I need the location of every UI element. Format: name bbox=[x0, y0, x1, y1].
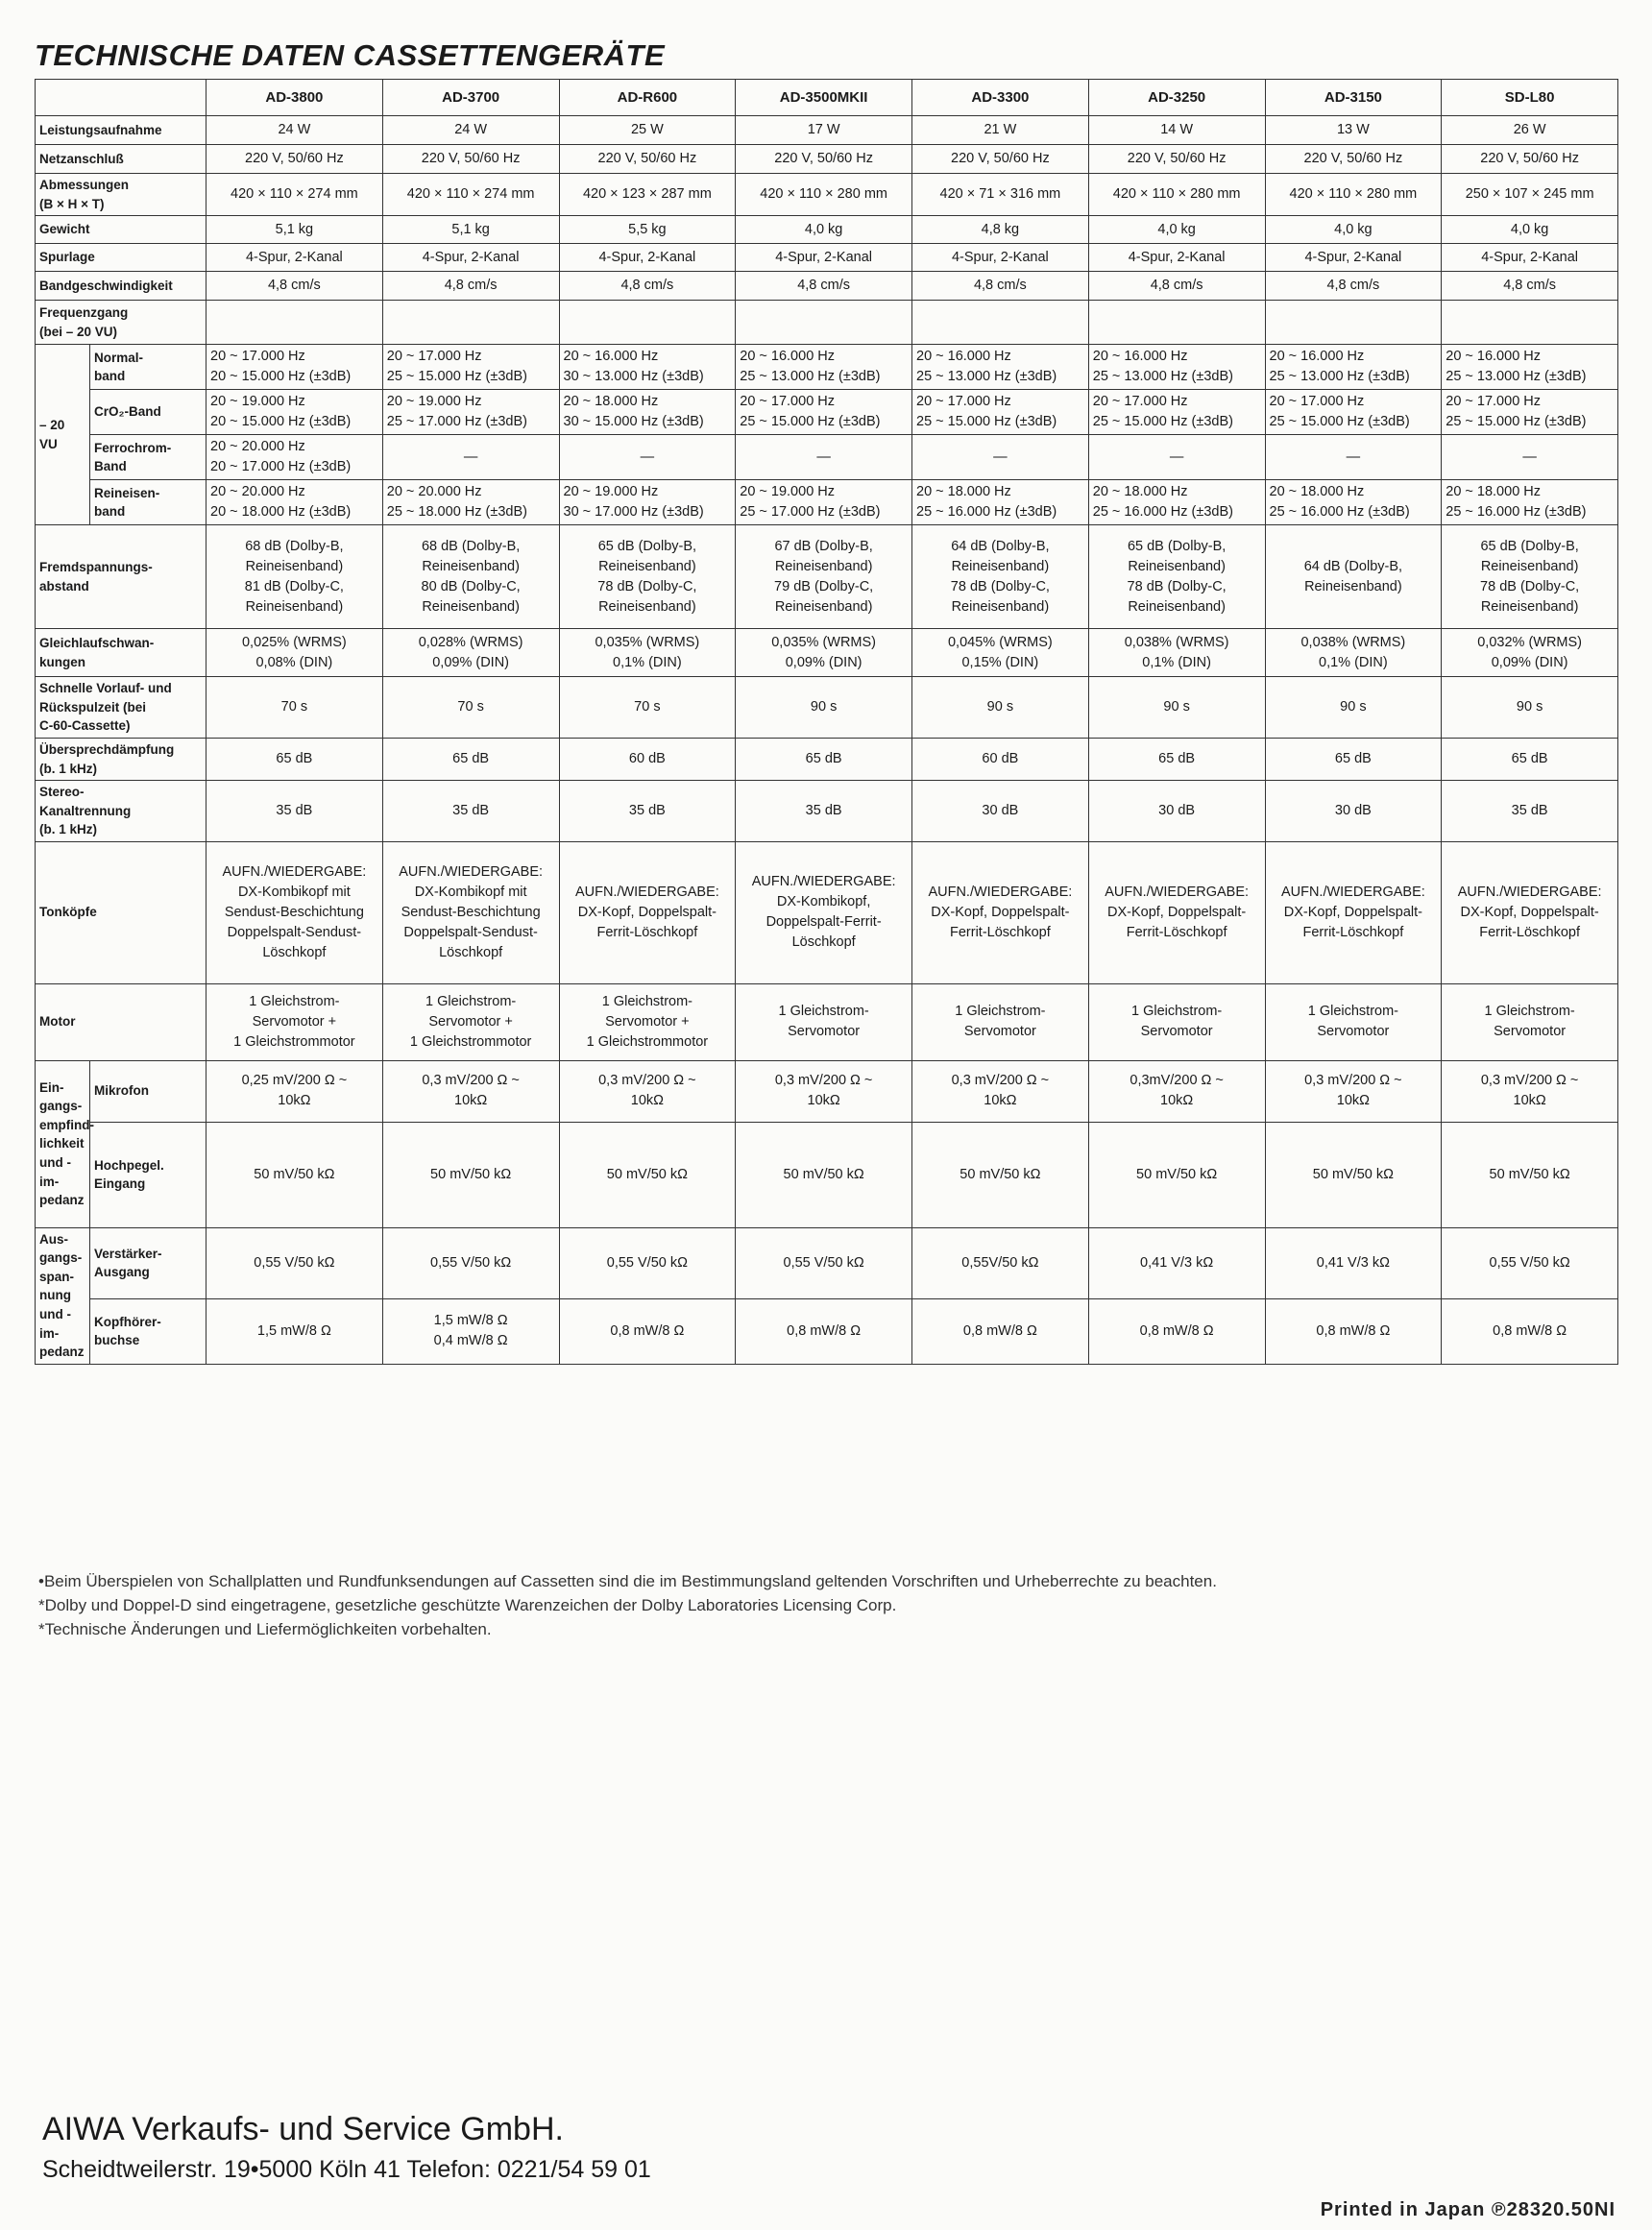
spec-value: 20 ~ 19.000 Hz 30 ~ 17.000 Hz (±3dB) bbox=[559, 480, 736, 525]
table-row bbox=[36, 390, 1618, 435]
spec-value: 24 W bbox=[382, 116, 559, 145]
row-label bbox=[36, 983, 206, 1060]
spec-value: 1 Gleichstrom- Servomotor bbox=[1442, 983, 1618, 1060]
sub-label bbox=[90, 435, 206, 480]
spec-value: 20 ~ 16.000 Hz 25 ~ 13.000 Hz (±3dB) bbox=[1265, 345, 1442, 390]
table-row bbox=[36, 272, 1618, 301]
spec-value: 5,5 kg bbox=[559, 216, 736, 244]
empty-cell bbox=[1088, 301, 1265, 345]
row-label-text: Motor bbox=[39, 1014, 76, 1030]
spec-value: 20 ~ 18.000 Hz 25 ~ 16.000 Hz (±3dB) bbox=[912, 480, 1089, 525]
spec-value: 20 ~ 18.000 Hz 25 ~ 16.000 Hz (±3dB) bbox=[1088, 480, 1265, 525]
sub-label bbox=[90, 1227, 206, 1298]
spec-value: 0,3mV/200 Ω ~ 10kΩ bbox=[1088, 1060, 1265, 1122]
sub-label bbox=[90, 345, 206, 390]
spec-value: 64 dB (Dolby-B, Reineisenband) bbox=[1265, 525, 1442, 629]
spec-value: 50 mV/50 kΩ bbox=[1088, 1122, 1265, 1227]
spec-value: 1,5 mW/8 Ω bbox=[206, 1298, 383, 1364]
empty-cell bbox=[559, 301, 736, 345]
spec-value: 90 s bbox=[1265, 677, 1442, 739]
spec-value: 20 ~ 18.000 Hz 30 ~ 15.000 Hz (±3dB) bbox=[559, 390, 736, 435]
sub-label-text: Verstärker- Ausgang bbox=[94, 1246, 162, 1280]
spec-value: AUFN./WIEDERGABE: DX-Kopf, Doppelspalt- Ferrit-Löschkopf bbox=[1265, 841, 1442, 983]
spec-value: 420 × 71 × 316 mm bbox=[912, 174, 1089, 216]
model-header: AD-3300 bbox=[912, 80, 1089, 116]
spec-value: 13 W bbox=[1265, 116, 1442, 145]
empty-cell bbox=[382, 301, 559, 345]
spec-value: 5,1 kg bbox=[382, 216, 559, 244]
empty-cell bbox=[206, 301, 383, 345]
spec-value: 4,8 cm/s bbox=[736, 272, 912, 301]
spec-value: 70 s bbox=[382, 677, 559, 739]
spec-value: 0,3 mV/200 Ω ~ 10kΩ bbox=[382, 1060, 559, 1122]
spec-value: 4-Spur, 2-Kanal bbox=[382, 244, 559, 272]
row-label bbox=[36, 145, 206, 174]
spec-value: — bbox=[382, 435, 559, 480]
spec-value: 250 × 107 × 245 mm bbox=[1442, 174, 1618, 216]
spec-value: 0,55 V/50 kΩ bbox=[559, 1227, 736, 1298]
spec-value: 70 s bbox=[206, 677, 383, 739]
spec-value: 1 Gleichstrom- Servomotor bbox=[736, 983, 912, 1060]
spec-value: 4,0 kg bbox=[1088, 216, 1265, 244]
spec-value: AUFN./WIEDERGABE: DX-Kopf, Doppelspalt- Ferrit-Löschkopf bbox=[1442, 841, 1618, 983]
sub-label-text: Reineisen- band bbox=[94, 485, 160, 520]
company-name: AIWA Verkaufs- und Service GmbH. bbox=[42, 2111, 564, 2147]
spec-value: 90 s bbox=[736, 677, 912, 739]
model-header: AD-3700 bbox=[382, 80, 559, 116]
spec-value: 1 Gleichstrom- Servomotor bbox=[912, 983, 1089, 1060]
spec-value: 4,8 kg bbox=[912, 216, 1089, 244]
spec-value: 20 ~ 19.000 Hz 20 ~ 15.000 Hz (±3dB) bbox=[206, 390, 383, 435]
spec-value: 24 W bbox=[206, 116, 383, 145]
footnote-changes: *Technische Änderungen und Liefermöglichkeiten vorbehalten. bbox=[38, 1620, 492, 1638]
spec-value: 50 mV/50 kΩ bbox=[736, 1122, 912, 1227]
spec-value: 90 s bbox=[1442, 677, 1618, 739]
spec-value: 26 W bbox=[1442, 116, 1618, 145]
table-row bbox=[36, 525, 1618, 629]
table-row bbox=[36, 983, 1618, 1060]
spec-value: 20 ~ 17.000 Hz 25 ~ 15.000 Hz (±3dB) bbox=[382, 345, 559, 390]
spec-value: 65 dB bbox=[206, 738, 383, 780]
row-label-text: Fremdspannungs- abstand bbox=[39, 560, 153, 594]
spec-value: 4,0 kg bbox=[1442, 216, 1618, 244]
row-label-text: Bandgeschwindigkeit bbox=[39, 278, 173, 293]
row-label-text: Leistungsaufnahme bbox=[39, 122, 162, 137]
spec-value: 1 Gleichstrom- Servomotor bbox=[1265, 983, 1442, 1060]
row-label bbox=[36, 738, 206, 780]
model-header: AD-3150 bbox=[1265, 80, 1442, 116]
row-label bbox=[36, 216, 206, 244]
sub-label bbox=[90, 480, 206, 525]
spec-value: 420 × 110 × 280 mm bbox=[1088, 174, 1265, 216]
spec-value: 20 ~ 16.000 Hz 30 ~ 13.000 Hz (±3dB) bbox=[559, 345, 736, 390]
spec-value: 0,55 V/50 kΩ bbox=[382, 1227, 559, 1298]
spec-value: 50 mV/50 kΩ bbox=[206, 1122, 383, 1227]
spec-value: 20 ~ 16.000 Hz 25 ~ 13.000 Hz (±3dB) bbox=[1442, 345, 1618, 390]
table-row bbox=[36, 841, 1618, 983]
spec-value: 4-Spur, 2-Kanal bbox=[559, 244, 736, 272]
row-label bbox=[36, 116, 206, 145]
spec-value: — bbox=[1265, 435, 1442, 480]
spec-value: 20 ~ 17.000 Hz 25 ~ 15.000 Hz (±3dB) bbox=[1088, 390, 1265, 435]
spec-value: 420 × 110 × 274 mm bbox=[206, 174, 383, 216]
spec-value: 0,8 mW/8 Ω bbox=[1442, 1298, 1618, 1364]
spec-value: 0,035% (WRMS) 0,09% (DIN) bbox=[736, 629, 912, 677]
spec-value: 0,41 V/3 kΩ bbox=[1265, 1227, 1442, 1298]
sub-label-text: CrO₂-Band bbox=[94, 404, 161, 420]
spec-value: 0,55 V/50 kΩ bbox=[1442, 1227, 1618, 1298]
spec-value: 35 dB bbox=[382, 781, 559, 842]
model-header: AD-3250 bbox=[1088, 80, 1265, 116]
spec-value: 220 V, 50/60 Hz bbox=[1265, 145, 1442, 174]
empty-cell bbox=[912, 301, 1089, 345]
spec-value: 20 ~ 19.000 Hz 25 ~ 17.000 Hz (±3dB) bbox=[382, 390, 559, 435]
model-header: AD-3500MKII bbox=[736, 80, 912, 116]
spec-value: 0,045% (WRMS) 0,15% (DIN) bbox=[912, 629, 1089, 677]
row-label bbox=[36, 525, 206, 629]
table-row bbox=[36, 738, 1618, 780]
row-label bbox=[36, 629, 206, 677]
row-label-text: Übersprechdämpfung (b. 1 kHz) bbox=[39, 741, 175, 776]
row-label bbox=[36, 781, 206, 842]
spec-value: 65 dB (Dolby-B, Reineisenband) 78 dB (Dolby-C, Reineisenband) bbox=[1442, 525, 1618, 629]
row-label bbox=[36, 677, 206, 739]
spec-value: 50 mV/50 kΩ bbox=[1442, 1122, 1618, 1227]
row-label bbox=[36, 272, 206, 301]
spec-value: 65 dB bbox=[382, 738, 559, 780]
spec-value: AUFN./WIEDERGABE: DX-Kopf, Doppelspalt- Ferrit-Löschkopf bbox=[559, 841, 736, 983]
spec-value: 0,038% (WRMS) 0,1% (DIN) bbox=[1088, 629, 1265, 677]
model-header: AD-3800 bbox=[206, 80, 383, 116]
spec-value: 65 dB bbox=[736, 738, 912, 780]
sub-label bbox=[90, 1122, 206, 1227]
spec-value: 20 ~ 20.000 Hz 20 ~ 18.000 Hz (±3dB) bbox=[206, 480, 383, 525]
row-label-text: Gleichlaufschwan- kungen bbox=[39, 636, 155, 669]
spec-value: 0,8 mW/8 Ω bbox=[912, 1298, 1089, 1364]
input-group-label bbox=[36, 1060, 94, 1227]
spec-value: 65 dB (Dolby-B, Reineisenband) 78 dB (Dolby-C, Reineisenband) bbox=[1088, 525, 1265, 629]
spec-value: 35 dB bbox=[736, 781, 912, 842]
table-row bbox=[36, 116, 1618, 145]
spec-value: 4-Spur, 2-Kanal bbox=[1088, 244, 1265, 272]
spec-value: 0,8 mW/8 Ω bbox=[1088, 1298, 1265, 1364]
table-row bbox=[36, 216, 1618, 244]
print-mark: Printed in Japan ℗28320.50NI bbox=[1320, 2199, 1616, 2220]
spec-value: 420 × 110 × 280 mm bbox=[1265, 174, 1442, 216]
spec-value: 1 Gleichstrom- Servomotor + 1 Gleichstrommotor bbox=[382, 983, 559, 1060]
spec-value: 70 s bbox=[559, 677, 736, 739]
spec-value: 4,8 cm/s bbox=[206, 272, 383, 301]
spec-value: 90 s bbox=[1088, 677, 1265, 739]
spec-value: 5,1 kg bbox=[206, 216, 383, 244]
spec-value: 65 dB bbox=[1442, 738, 1618, 780]
footnotes bbox=[38, 1569, 1217, 1641]
spec-value: 1 Gleichstrom- Servomotor bbox=[1088, 983, 1265, 1060]
row-label-text: Gewicht bbox=[39, 222, 90, 237]
spec-value: 35 dB bbox=[559, 781, 736, 842]
spec-value: 20 ~ 17.000 Hz 25 ~ 15.000 Hz (±3dB) bbox=[1265, 390, 1442, 435]
table-row bbox=[36, 781, 1618, 842]
input-group-label-text: Ein- gangs- empfind- lichkeit und -im- pedanz bbox=[39, 1079, 94, 1208]
table-row bbox=[36, 1227, 1618, 1298]
spec-value: 220 V, 50/60 Hz bbox=[559, 145, 736, 174]
table-row bbox=[36, 629, 1618, 677]
spec-value: 1 Gleichstrom- Servomotor + 1 Gleichstrommotor bbox=[206, 983, 383, 1060]
spec-value: — bbox=[1442, 435, 1618, 480]
spec-value: 4-Spur, 2-Kanal bbox=[1265, 244, 1442, 272]
spec-value: 20 ~ 17.000 Hz 25 ~ 15.000 Hz (±3dB) bbox=[736, 390, 912, 435]
spec-value: 420 × 110 × 274 mm bbox=[382, 174, 559, 216]
empty-cell bbox=[1265, 301, 1442, 345]
sub-label bbox=[90, 390, 206, 435]
sub-label-text: Ferrochrom- Band bbox=[94, 440, 172, 474]
spec-value: 20 ~ 16.000 Hz 25 ~ 13.000 Hz (±3dB) bbox=[1088, 345, 1265, 390]
spec-value: 30 dB bbox=[1265, 781, 1442, 842]
spec-value: 0,038% (WRMS) 0,1% (DIN) bbox=[1265, 629, 1442, 677]
spec-value: 220 V, 50/60 Hz bbox=[1442, 145, 1618, 174]
spec-value: 50 mV/50 kΩ bbox=[1265, 1122, 1442, 1227]
spec-value: AUFN./WIEDERGABE: DX-Kopf, Doppelspalt- Ferrit-Löschkopf bbox=[912, 841, 1089, 983]
spec-value: 4,8 cm/s bbox=[1265, 272, 1442, 301]
spec-value: 20 ~ 16.000 Hz 25 ~ 13.000 Hz (±3dB) bbox=[736, 345, 912, 390]
spec-value: 4-Spur, 2-Kanal bbox=[736, 244, 912, 272]
spec-value: 90 s bbox=[912, 677, 1089, 739]
sub-label-text: Hochpegel. Eingang bbox=[94, 1157, 164, 1192]
spec-value: AUFN./WIEDERGABE: DX-Kombikopf mit Sendust-Beschichtung Doppelspalt-Sendust- Löschkopf bbox=[382, 841, 559, 983]
spec-value: 4,0 kg bbox=[1265, 216, 1442, 244]
spec-table bbox=[35, 79, 1618, 1365]
spec-value: 220 V, 50/60 Hz bbox=[206, 145, 383, 174]
spec-value: 65 dB (Dolby-B, Reineisenband) 78 dB (Dolby-C, Reineisenband) bbox=[559, 525, 736, 629]
spec-value: 65 dB bbox=[1088, 738, 1265, 780]
spec-value: 0,8 mW/8 Ω bbox=[559, 1298, 736, 1364]
footnote-copyright: •Beim Überspielen von Schallplatten und Rundfunksendungen auf Cassetten sind die im Bestimmungsland geltenden Vorschriften und Urheberrechte zu beachten. bbox=[38, 1572, 1217, 1590]
row-label-text: Stereo- Kanaltrennung (b. 1 kHz) bbox=[39, 785, 132, 837]
spec-value: 420 × 110 × 280 mm bbox=[736, 174, 912, 216]
spec-value: 4,0 kg bbox=[736, 216, 912, 244]
row-label bbox=[36, 301, 206, 345]
spec-value: 0,8 mW/8 Ω bbox=[1265, 1298, 1442, 1364]
spec-value: — bbox=[1088, 435, 1265, 480]
spec-value: 65 dB bbox=[1265, 738, 1442, 780]
row-label-text: Tonköpfe bbox=[39, 905, 97, 920]
table-row bbox=[36, 480, 1618, 525]
model-header: SD-L80 bbox=[1442, 80, 1618, 116]
spec-value: 0,3 mV/200 Ω ~ 10kΩ bbox=[1442, 1060, 1618, 1122]
spec-value: 14 W bbox=[1088, 116, 1265, 145]
spec-value: 4,8 cm/s bbox=[912, 272, 1089, 301]
spec-value: 20 ~ 18.000 Hz 25 ~ 16.000 Hz (±3dB) bbox=[1265, 480, 1442, 525]
table-row bbox=[36, 301, 1618, 345]
spec-value: 60 dB bbox=[912, 738, 1089, 780]
row-label-text: Abmessungen (B × H × T) bbox=[39, 178, 130, 211]
row-label-text: Netzanschluß bbox=[39, 151, 124, 166]
spec-value: 0,25 mV/200 Ω ~ 10kΩ bbox=[206, 1060, 383, 1122]
row-label-text: Spurlage bbox=[39, 250, 95, 265]
spec-value: 4,8 cm/s bbox=[1442, 272, 1618, 301]
spec-value: 20 ~ 17.000 Hz 25 ~ 15.000 Hz (±3dB) bbox=[912, 390, 1089, 435]
output-group-label bbox=[36, 1227, 90, 1364]
table-row bbox=[36, 1122, 1618, 1227]
table-row bbox=[36, 174, 1618, 216]
spec-value: 0,3 mV/200 Ω ~ 10kΩ bbox=[736, 1060, 912, 1122]
spec-value: 68 dB (Dolby-B, Reineisenband) 81 dB (Dolby-C, Reineisenband) bbox=[206, 525, 383, 629]
spec-value: 68 dB (Dolby-B, Reineisenband) 80 dB (Dolby-C, Reineisenband) bbox=[382, 525, 559, 629]
model-header: AD-R600 bbox=[559, 80, 736, 116]
spec-value: 0,025% (WRMS) 0,08% (DIN) bbox=[206, 629, 383, 677]
output-group-label-text: Aus- gangs- span- nung und -im- pedanz bbox=[39, 1231, 85, 1360]
spec-value: 17 W bbox=[736, 116, 912, 145]
sub-label bbox=[90, 1060, 206, 1122]
spec-value: 0,55 V/50 kΩ bbox=[736, 1227, 912, 1298]
spec-value: 67 dB (Dolby-B, Reineisenband) 79 dB (Dolby-C, Reineisenband) bbox=[736, 525, 912, 629]
sub-label bbox=[90, 1298, 206, 1364]
spec-value: 64 dB (Dolby-B, Reineisenband) 78 dB (Dolby-C, Reineisenband) bbox=[912, 525, 1089, 629]
sub-label-text: Normal- band bbox=[94, 350, 144, 384]
spec-value: 30 dB bbox=[1088, 781, 1265, 842]
spec-value: AUFN./WIEDERGABE: DX-Kombikopf, Doppelspalt-Ferrit- Löschkopf bbox=[736, 841, 912, 983]
freq-group-label bbox=[36, 345, 90, 525]
spec-value: 21 W bbox=[912, 116, 1089, 145]
spec-value: 20 ~ 16.000 Hz 25 ~ 13.000 Hz (±3dB) bbox=[912, 345, 1089, 390]
row-label-text: Schnelle Vorlauf- und Rückspulzeit (bei C-60-Cassette) bbox=[39, 681, 172, 734]
table-row bbox=[36, 345, 1618, 390]
spec-value: 20 ~ 20.000 Hz 20 ~ 17.000 Hz (±3dB) bbox=[206, 435, 383, 480]
spec-value: 50 mV/50 kΩ bbox=[382, 1122, 559, 1227]
footnote-dolby: *Dolby und Doppel-D sind eingetragene, gesetzliche geschützte Warenzeichen der Dolby Laboratories Licensing Corp. bbox=[38, 1596, 897, 1614]
spec-value: 0,3 mV/200 Ω ~ 10kΩ bbox=[912, 1060, 1089, 1122]
spec-value: 20 ~ 20.000 Hz 25 ~ 18.000 Hz (±3dB) bbox=[382, 480, 559, 525]
spec-value: 4-Spur, 2-Kanal bbox=[912, 244, 1089, 272]
spec-value: 4,8 cm/s bbox=[1088, 272, 1265, 301]
spec-value: 50 mV/50 kΩ bbox=[559, 1122, 736, 1227]
spec-value: 0,55 V/50 kΩ bbox=[206, 1227, 383, 1298]
spec-value: 0,028% (WRMS) 0,09% (DIN) bbox=[382, 629, 559, 677]
row-label-text: Frequenzgang (bei – 20 VU) bbox=[39, 305, 129, 339]
table-row bbox=[36, 1060, 1618, 1122]
page-title: TECHNISCHE DATEN CASSETTENGERÄTE bbox=[35, 38, 666, 72]
spec-value: 0,032% (WRMS) 0,09% (DIN) bbox=[1442, 629, 1618, 677]
spec-value: 35 dB bbox=[206, 781, 383, 842]
table-row bbox=[36, 1298, 1618, 1364]
spec-value: — bbox=[736, 435, 912, 480]
spec-value: 4,8 cm/s bbox=[382, 272, 559, 301]
spec-value: 4-Spur, 2-Kanal bbox=[1442, 244, 1618, 272]
row-label bbox=[36, 841, 206, 983]
spec-value: 4-Spur, 2-Kanal bbox=[206, 244, 383, 272]
spec-value: 1,5 mW/8 Ω 0,4 mW/8 Ω bbox=[382, 1298, 559, 1364]
spec-value: 0,3 mV/200 Ω ~ 10kΩ bbox=[559, 1060, 736, 1122]
freq-group-text: – 20 VU bbox=[39, 418, 65, 451]
row-label bbox=[36, 244, 206, 272]
header-corner bbox=[36, 80, 206, 116]
empty-cell bbox=[1442, 301, 1618, 345]
spec-value: AUFN./WIEDERGABE: DX-Kopf, Doppelspalt- Ferrit-Löschkopf bbox=[1088, 841, 1265, 983]
spec-value: — bbox=[559, 435, 736, 480]
header-row bbox=[36, 80, 1618, 116]
spec-value: 220 V, 50/60 Hz bbox=[736, 145, 912, 174]
spec-value: 60 dB bbox=[559, 738, 736, 780]
spec-value: 220 V, 50/60 Hz bbox=[382, 145, 559, 174]
spec-value: 0,035% (WRMS) 0,1% (DIN) bbox=[559, 629, 736, 677]
spec-value: 20 ~ 17.000 Hz 20 ~ 15.000 Hz (±3dB) bbox=[206, 345, 383, 390]
table-row bbox=[36, 244, 1618, 272]
table-row bbox=[36, 677, 1618, 739]
spec-value: 1 Gleichstrom- Servomotor + 1 Gleichstrommotor bbox=[559, 983, 736, 1060]
spec-value: 50 mV/50 kΩ bbox=[912, 1122, 1089, 1227]
spec-value: 4,8 cm/s bbox=[559, 272, 736, 301]
table-row bbox=[36, 145, 1618, 174]
spec-value: 420 × 123 × 287 mm bbox=[559, 174, 736, 216]
spec-value: — bbox=[912, 435, 1089, 480]
spec-value: 0,55V/50 kΩ bbox=[912, 1227, 1089, 1298]
row-label bbox=[36, 174, 206, 216]
spec-value: 20 ~ 17.000 Hz 25 ~ 15.000 Hz (±3dB) bbox=[1442, 390, 1618, 435]
sub-label-text: Mikrofon bbox=[94, 1083, 149, 1099]
table-row bbox=[36, 435, 1618, 480]
spec-value: 220 V, 50/60 Hz bbox=[912, 145, 1089, 174]
spec-value: 0,41 V/3 kΩ bbox=[1088, 1227, 1265, 1298]
spec-value: 25 W bbox=[559, 116, 736, 145]
spec-value: 30 dB bbox=[912, 781, 1089, 842]
spec-value: 220 V, 50/60 Hz bbox=[1088, 145, 1265, 174]
spec-value: 35 dB bbox=[1442, 781, 1618, 842]
spec-value: 0,3 mV/200 Ω ~ 10kΩ bbox=[1265, 1060, 1442, 1122]
spec-value: 0,8 mW/8 Ω bbox=[736, 1298, 912, 1364]
spec-value: 20 ~ 18.000 Hz 25 ~ 16.000 Hz (±3dB) bbox=[1442, 480, 1618, 525]
sub-label-text: Kopfhörer- buchse bbox=[94, 1314, 161, 1348]
empty-cell bbox=[736, 301, 912, 345]
spec-value: AUFN./WIEDERGABE: DX-Kombikopf mit Sendust-Beschichtung Doppelspalt-Sendust- Löschkopf bbox=[206, 841, 383, 983]
company-address: Scheidtweilerstr. 19•5000 Köln 41 Telefon: 0221/54 59 01 bbox=[42, 2156, 651, 2183]
spec-value: 20 ~ 19.000 Hz 25 ~ 17.000 Hz (±3dB) bbox=[736, 480, 912, 525]
